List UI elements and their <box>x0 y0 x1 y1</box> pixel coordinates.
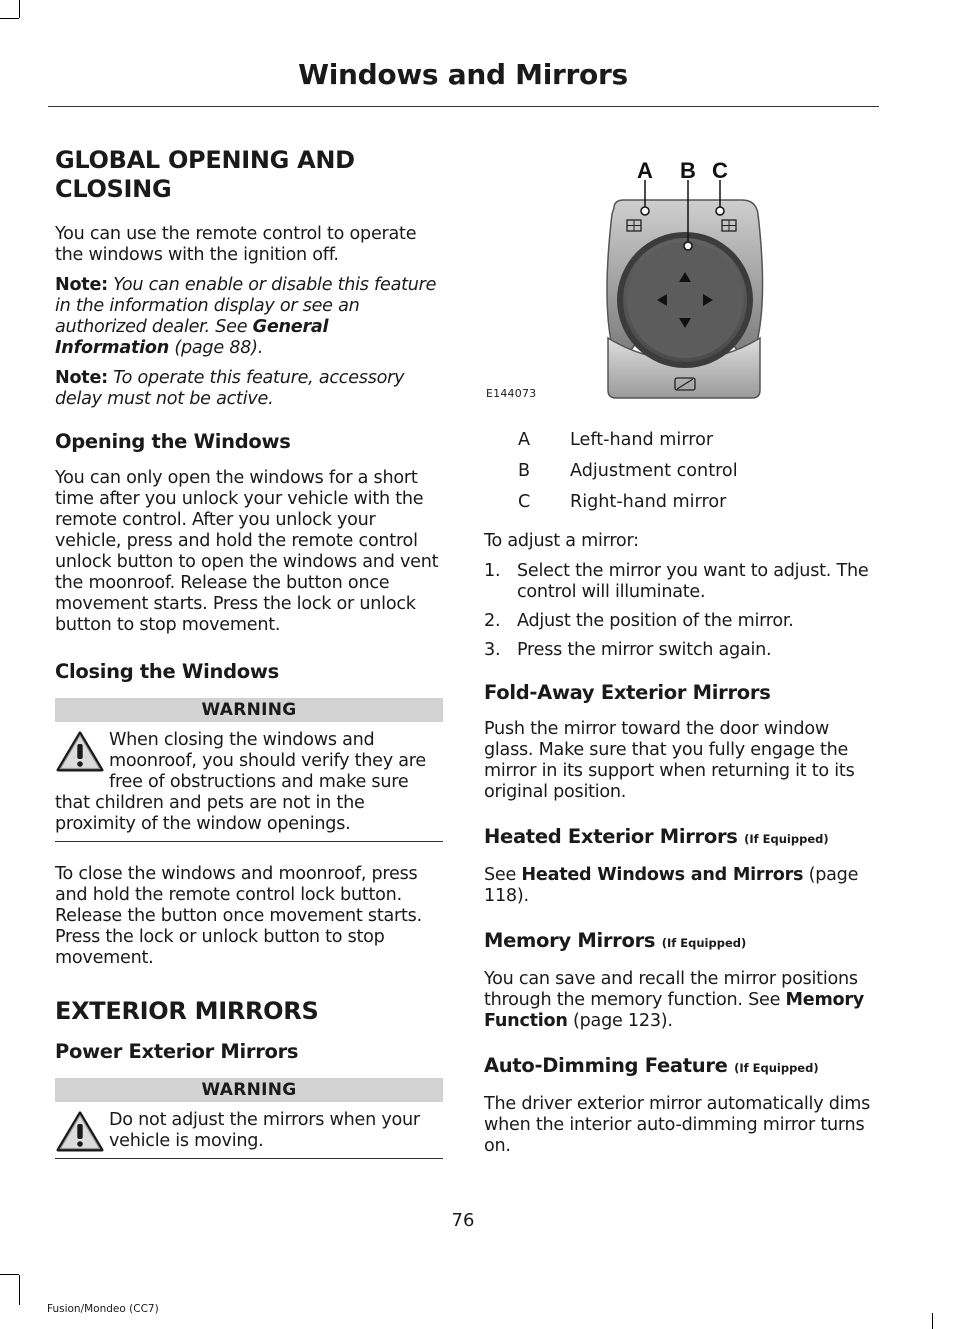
note-general-info: Note: You can enable or disable this feature in the information display or see an authorized dealer. See General Information (page 88). <box>55 275 437 358</box>
global-opening-heading: GLOBAL OPENING AND CLOSING <box>55 146 355 203</box>
footer-model: Fusion/Mondeo (CC7) <box>47 1303 159 1315</box>
adjust-intro: To adjust a mirror: <box>484 531 639 551</box>
crop-mark <box>19 1275 20 1305</box>
foldaway-heading: Fold-Away Exterior Mirrors <box>484 681 771 704</box>
legend-item: A Left-hand mirror <box>518 430 714 450</box>
memory-mirrors-text: You can save and recall the mirror positions through the memory function. See Memory Function (page 123). <box>484 969 865 1031</box>
general-information-link[interactable]: General Information <box>55 317 329 358</box>
adjust-steps <box>484 561 876 661</box>
global-intro-text: You can use the remote control to operate the windows with the ignition off. <box>55 224 417 265</box>
legend-item: C Right-hand mirror <box>518 492 727 512</box>
figure-legend <box>484 430 876 513</box>
closing-windows-heading: Closing the Windows <box>55 660 279 683</box>
warning-header: WARNING <box>55 698 443 722</box>
closing-windows-text: To close the windows and moonroof, press and hold the remote control lock button. Release the button once movement starts. Press the lock or unlock button to stop movement. <box>55 864 422 968</box>
list-item: 3. Press the mirror switch again. <box>484 640 772 660</box>
foldaway-text: Push the mirror toward the door window glass. Make sure that you fully engage the mirror in its support when returning it to its original position. <box>484 719 855 802</box>
warning-header: WARNING <box>55 1078 443 1102</box>
memory-function-link[interactable]: Memory Function <box>484 990 865 1031</box>
list-item: 2. Adjust the position of the mirror. <box>484 611 794 631</box>
crop-mark <box>19 0 20 18</box>
list-item: 1. Select the mirror you want to adjust. The control will illuminate. <box>484 561 869 602</box>
warning-closing-windows: When closing the windows and moonroof, you should verify they are free of obstructions and make sure that children and pets are not in the proximity of the window openings. <box>55 730 443 842</box>
warning-power-mirrors: Do not adjust the mirrors when your vehicle is moving. <box>55 1110 443 1159</box>
mirror-control-illustration <box>484 150 784 412</box>
exterior-mirrors-heading: EXTERIOR MIRRORS <box>55 997 319 1025</box>
mirror-control-figure <box>484 150 784 412</box>
heated-mirrors-heading: Heated Exterior Mirrors (If Equipped) <box>484 825 829 848</box>
page-number: 76 <box>451 1210 475 1231</box>
page-title: Windows and Mirrors <box>298 58 628 91</box>
opening-windows-heading: Opening the Windows <box>55 430 291 453</box>
warning-triangle-icon <box>55 730 105 774</box>
heated-mirrors-text: See Heated Windows and Mirrors (page 118). <box>484 865 859 906</box>
note-accessory-delay: Note: To operate this feature, accessory delay must not be active. <box>55 368 405 409</box>
warning-triangle-icon <box>55 1110 105 1154</box>
callout-label-c: C <box>712 158 728 183</box>
auto-dimming-text: The driver exterior mirror automatically dims when the interior auto-dimming mirror turns on. <box>484 1094 871 1156</box>
crop-mark <box>932 1313 933 1329</box>
memory-mirrors-heading: Memory Mirrors (If Equipped) <box>484 929 747 952</box>
crop-mark <box>0 1274 19 1275</box>
crop-mark <box>0 18 19 19</box>
opening-windows-text: You can only open the windows for a short time after you unlock your vehicle with the remote control. After you unlock your vehicle, press and hold the remote control unlock button to open the windows and vent the moonroof. Release the button once movement starts. Press the lock or unlock button to stop movement. <box>55 468 439 635</box>
power-mirrors-heading: Power Exterior Mirrors <box>55 1040 299 1063</box>
auto-dimming-heading: Auto-Dimming Feature (If Equipped) <box>484 1054 819 1077</box>
figure-id: E144073 <box>486 387 537 400</box>
legend-item: B Adjustment control <box>518 461 738 481</box>
title-rule <box>48 106 879 107</box>
heated-windows-link[interactable]: Heated Windows and Mirrors <box>521 865 804 885</box>
callout-label-a: A <box>637 158 653 183</box>
left-column <box>55 146 443 1181</box>
callout-label-b: B <box>680 158 696 183</box>
right-column <box>484 430 876 1166</box>
